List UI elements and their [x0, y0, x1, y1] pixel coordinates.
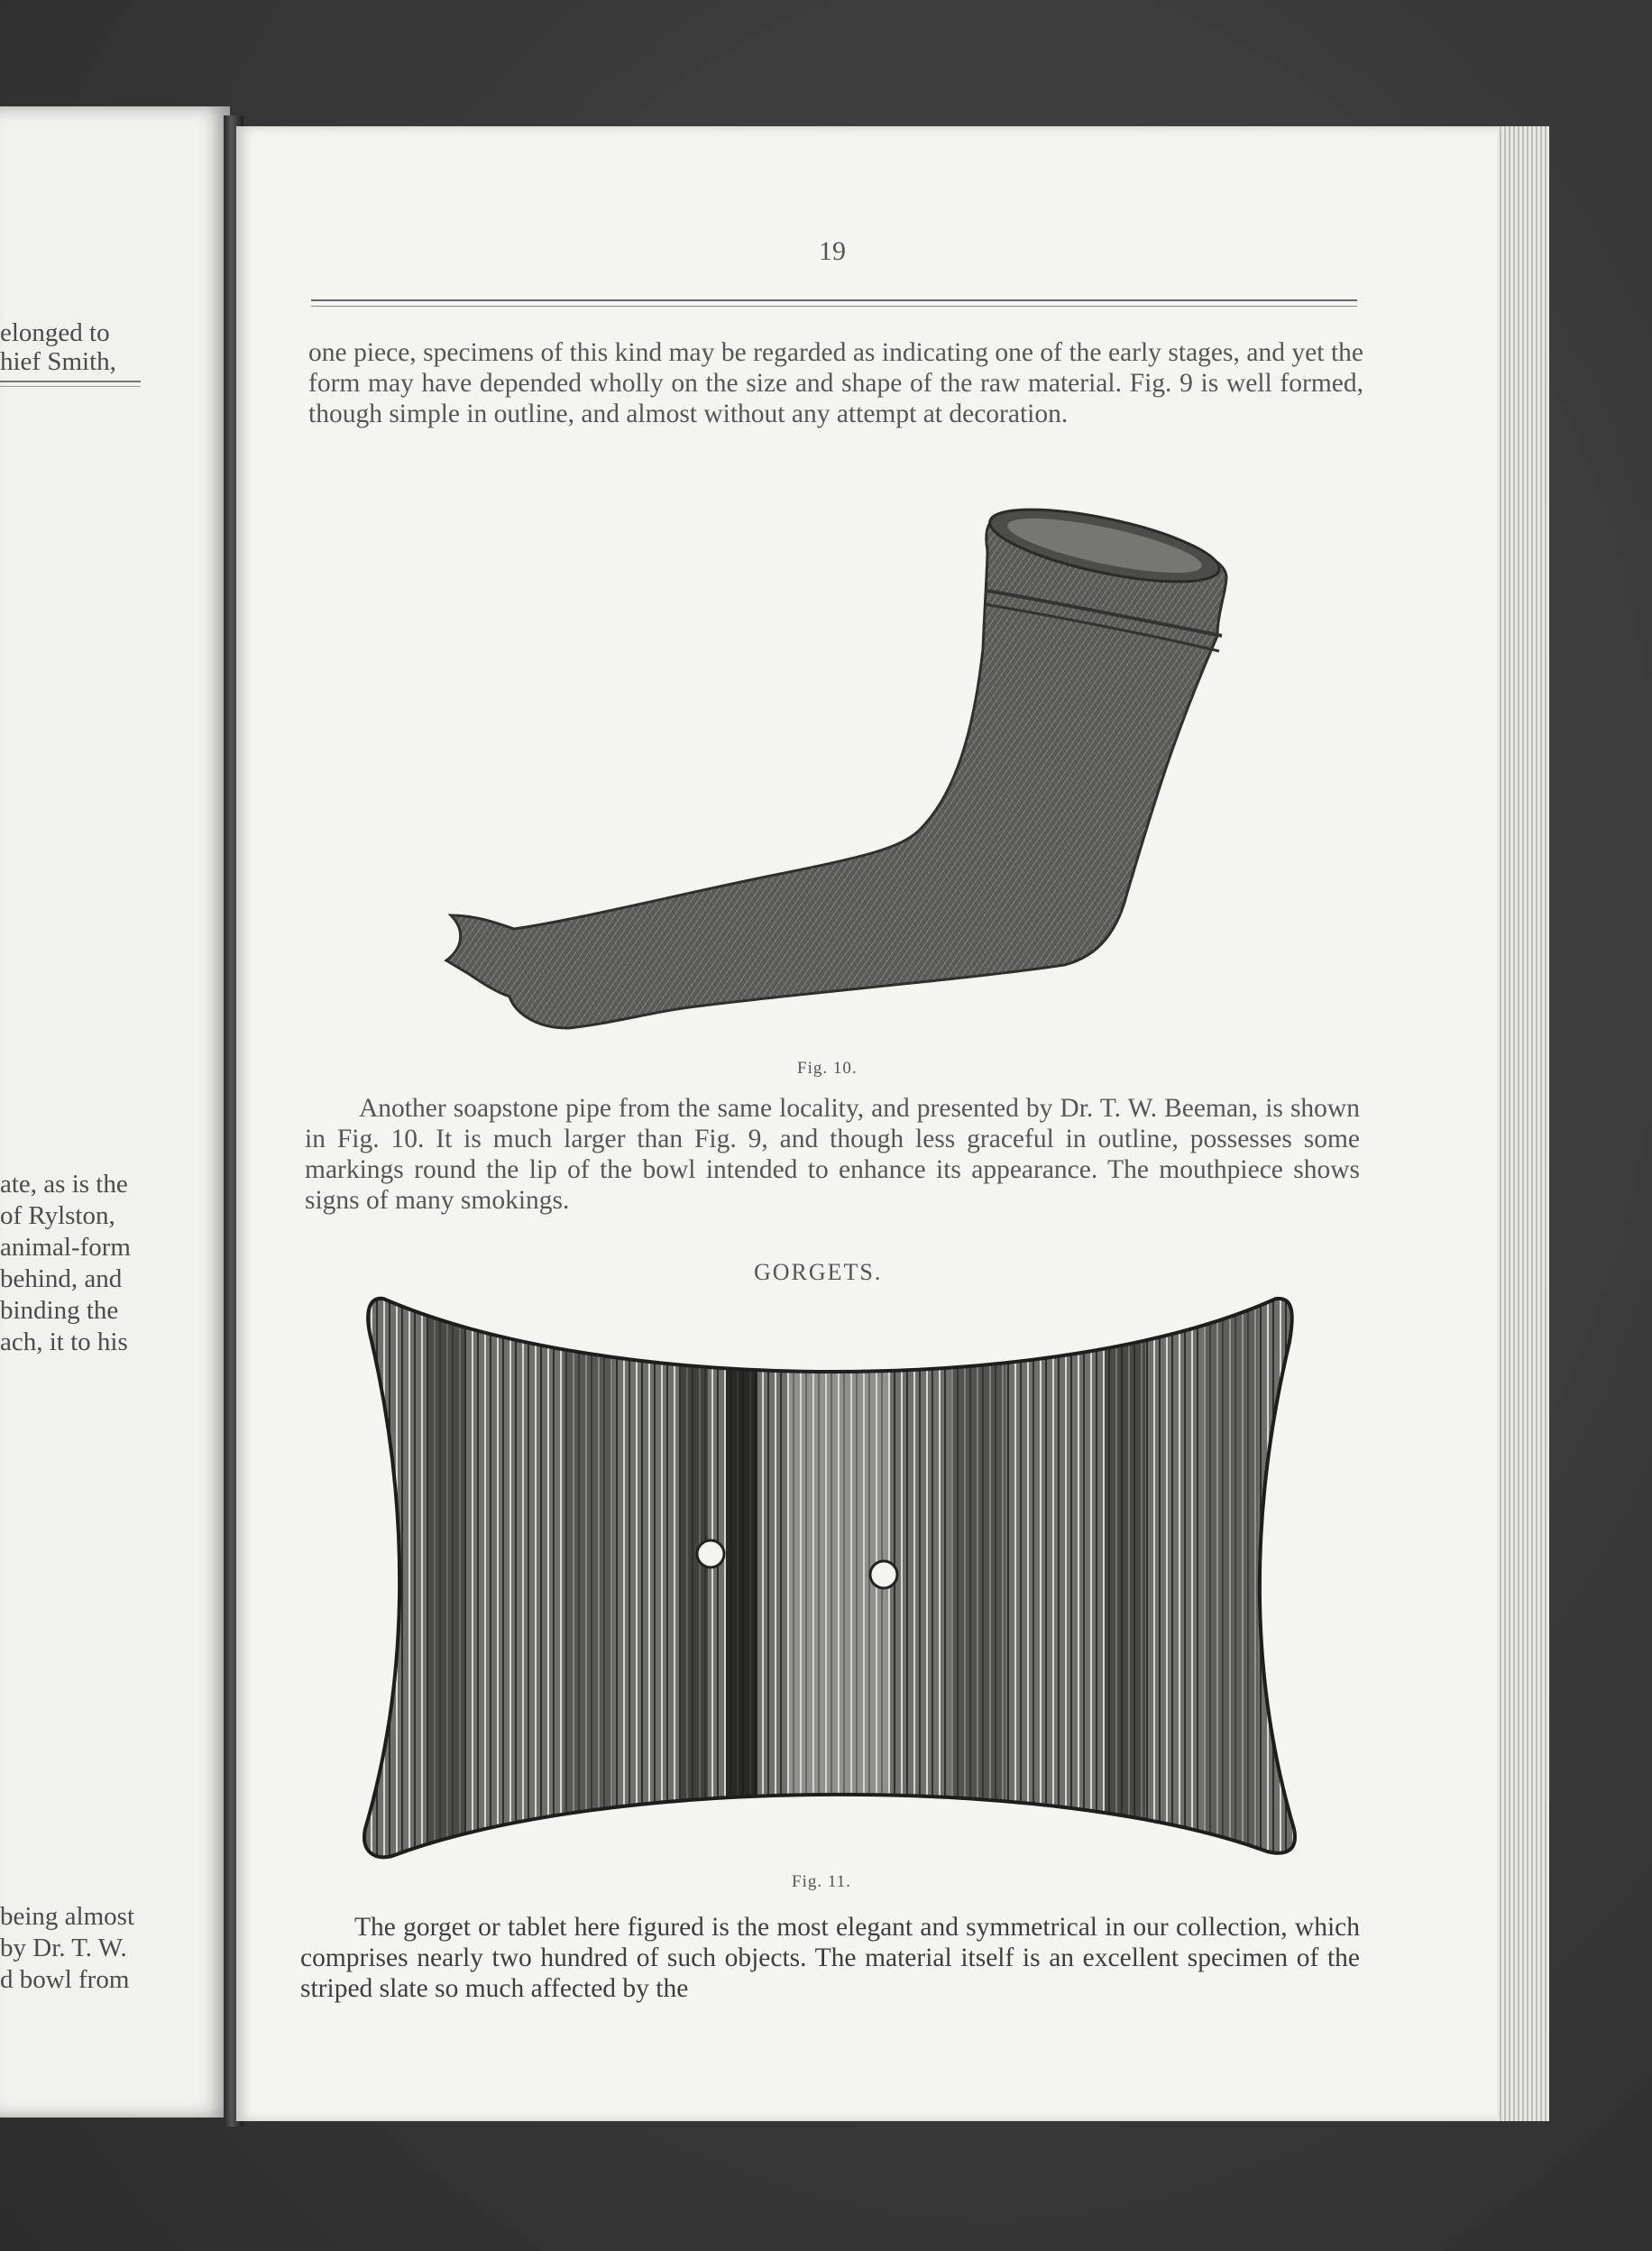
- page-edges: [1497, 126, 1549, 2121]
- left-header-rule: [0, 381, 141, 382]
- paragraph-2: [305, 1093, 1360, 1216]
- section-heading: GORGETS.: [754, 1259, 883, 1285]
- pipe-illustration: [433, 505, 1244, 1046]
- paragraph-1: one piece, specimens of this kind may be regarded as indicating one of the early stages, and yet the form may have depended wholly on the size and shape of the raw material. Fig. 9 is well formed, though simple in outline, and almost without any attempt at decoration.: [308, 338, 1363, 428]
- left-line: being almost: [0, 1902, 135, 1931]
- left-line: elonged to: [0, 318, 110, 347]
- left-page: [0, 106, 230, 2118]
- left-line: hief Smith,: [0, 347, 116, 376]
- left-header-rule-2: [0, 386, 141, 387]
- left-line: d bowl from: [0, 1965, 130, 1994]
- left-line: by Dr. T. W.: [0, 1934, 127, 1962]
- left-line: binding the: [0, 1296, 119, 1325]
- header-rule-2: [311, 306, 1357, 307]
- left-line: behind, and: [0, 1264, 123, 1293]
- left-line: of Rylston,: [0, 1201, 115, 1230]
- left-line: ach, it to his: [0, 1328, 128, 1356]
- figure-10-caption: Fig. 10.: [797, 1059, 858, 1078]
- left-line: animal-form: [0, 1233, 131, 1262]
- page-number: 19: [819, 236, 846, 266]
- paragraph-2-text: Another soapstone pipe from the same locality, and presented by Dr. T. W. Beeman, is shown in Fig. 10. It is much larger than Fig. 9, and though less graceful in outline, possesses some markings round the lip of the bowl intended to enhance its appearance. The mouthpiece shows signs of many smokings.: [305, 1094, 1360, 1215]
- paragraph-3: [300, 1912, 1360, 2004]
- paragraph-3-text: The gorget or tablet here figured is the most elegant and symmetrical in our collection, which comprises nearly two hundred of such objects. The material itself is an excellent specimen of the striped slate so much affected by the: [300, 1913, 1360, 2003]
- left-line: ate, as is the: [0, 1170, 128, 1199]
- header-rule: [311, 299, 1357, 301]
- gorget-illustration: [356, 1288, 1303, 1883]
- figure-11-caption: Fig. 11.: [792, 1872, 851, 1891]
